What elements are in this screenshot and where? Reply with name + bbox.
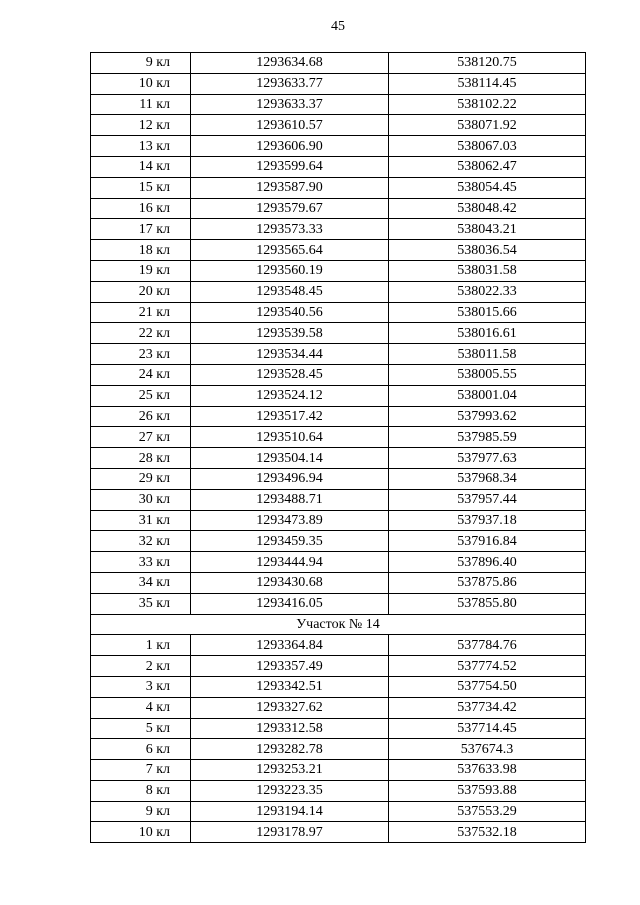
point-label-cell: 9 кл (91, 53, 191, 74)
table-row (91, 780, 586, 801)
y-coordinate-cell: 538114.45 (389, 73, 586, 94)
point-label-cell: 10 кл (91, 73, 191, 94)
point-label-cell: 23 кл (91, 344, 191, 365)
table-row (91, 635, 586, 656)
table-row (91, 697, 586, 718)
y-coordinate-cell: 538048.42 (389, 198, 586, 219)
y-coordinate-cell: 537784.76 (389, 635, 586, 656)
y-coordinate-cell: 537593.88 (389, 780, 586, 801)
x-coordinate-cell: 1293327.62 (191, 697, 389, 718)
table-row (91, 115, 586, 136)
point-label-cell: 34 кл (91, 572, 191, 593)
y-coordinate-cell: 538054.45 (389, 177, 586, 198)
x-coordinate-cell: 1293540.56 (191, 302, 389, 323)
point-label-cell: 15 кл (91, 177, 191, 198)
table-row (91, 94, 586, 115)
table-row (91, 448, 586, 469)
point-label-cell: 8 кл (91, 780, 191, 801)
y-coordinate-cell: 538036.54 (389, 240, 586, 261)
table-row (91, 468, 586, 489)
table-row (91, 718, 586, 739)
x-coordinate-cell: 1293357.49 (191, 656, 389, 677)
table-row (91, 344, 586, 365)
x-coordinate-cell: 1293459.35 (191, 531, 389, 552)
x-coordinate-cell: 1293342.51 (191, 676, 389, 697)
y-coordinate-cell: 538011.58 (389, 344, 586, 365)
point-label-cell: 18 кл (91, 240, 191, 261)
y-coordinate-cell: 538071.92 (389, 115, 586, 136)
x-coordinate-cell: 1293253.21 (191, 760, 389, 781)
table-row (91, 760, 586, 781)
point-label-cell: 26 кл (91, 406, 191, 427)
point-label-cell: 29 кл (91, 468, 191, 489)
point-label-cell: 35 кл (91, 593, 191, 614)
page-number: 45 (331, 19, 345, 34)
table-row (91, 136, 586, 157)
point-label-cell: 7 кл (91, 760, 191, 781)
point-label-cell: 33 кл (91, 552, 191, 573)
table-row (91, 177, 586, 198)
y-coordinate-cell: 538120.75 (389, 53, 586, 74)
point-label-cell: 20 кл (91, 281, 191, 302)
x-coordinate-cell: 1293534.44 (191, 344, 389, 365)
point-label-cell: 4 кл (91, 697, 191, 718)
point-label-cell: 22 кл (91, 323, 191, 344)
y-coordinate-cell: 537977.63 (389, 448, 586, 469)
y-coordinate-cell: 537774.52 (389, 656, 586, 677)
point-label-cell: 28 кл (91, 448, 191, 469)
table-row (91, 572, 586, 593)
y-coordinate-cell: 537714.45 (389, 718, 586, 739)
x-coordinate-cell: 1293633.37 (191, 94, 389, 115)
y-coordinate-cell: 538067.03 (389, 136, 586, 157)
y-coordinate-cell: 538022.33 (389, 281, 586, 302)
y-coordinate-cell: 537993.62 (389, 406, 586, 427)
table-row (91, 510, 586, 531)
table-row (91, 385, 586, 406)
x-coordinate-cell: 1293565.64 (191, 240, 389, 261)
table-row (91, 53, 586, 74)
y-coordinate-cell: 537968.34 (389, 468, 586, 489)
table-row (91, 323, 586, 344)
x-coordinate-cell: 1293587.90 (191, 177, 389, 198)
x-coordinate-cell: 1293504.14 (191, 448, 389, 469)
x-coordinate-cell: 1293633.77 (191, 73, 389, 94)
table-row (91, 302, 586, 323)
point-label-cell: 16 кл (91, 198, 191, 219)
x-coordinate-cell: 1293178.97 (191, 822, 389, 843)
x-coordinate-cell: 1293364.84 (191, 635, 389, 656)
point-label-cell: 11 кл (91, 94, 191, 115)
x-coordinate-cell: 1293548.45 (191, 281, 389, 302)
table-row (91, 281, 586, 302)
table-row (91, 531, 586, 552)
y-coordinate-cell: 538016.61 (389, 323, 586, 344)
point-label-cell: 17 кл (91, 219, 191, 240)
y-coordinate-cell: 538102.22 (389, 94, 586, 115)
y-coordinate-cell: 537553.29 (389, 801, 586, 822)
x-coordinate-cell: 1293634.68 (191, 53, 389, 74)
y-coordinate-cell: 538005.55 (389, 364, 586, 385)
x-coordinate-cell: 1293444.94 (191, 552, 389, 573)
x-coordinate-cell: 1293473.89 (191, 510, 389, 531)
x-coordinate-cell: 1293528.45 (191, 364, 389, 385)
y-coordinate-cell: 538031.58 (389, 260, 586, 281)
y-coordinate-cell: 537957.44 (389, 489, 586, 510)
y-coordinate-cell: 537674.3 (389, 739, 586, 760)
point-label-cell: 2 кл (91, 656, 191, 677)
table-row (91, 364, 586, 385)
table-row (91, 676, 586, 697)
coordinates-table (90, 52, 586, 843)
y-coordinate-cell: 537532.18 (389, 822, 586, 843)
y-coordinate-cell: 538001.04 (389, 385, 586, 406)
table-row (91, 822, 586, 843)
point-label-cell: 25 кл (91, 385, 191, 406)
y-coordinate-cell: 537985.59 (389, 427, 586, 448)
x-coordinate-cell: 1293610.57 (191, 115, 389, 136)
point-label-cell: 10 кл (91, 822, 191, 843)
table-row (91, 427, 586, 448)
coordinates-table-body (91, 53, 586, 843)
point-label-cell: 3 кл (91, 676, 191, 697)
point-label-cell: 21 кл (91, 302, 191, 323)
x-coordinate-cell: 1293560.19 (191, 260, 389, 281)
table-row (91, 801, 586, 822)
y-coordinate-cell: 537916.84 (389, 531, 586, 552)
x-coordinate-cell: 1293539.58 (191, 323, 389, 344)
table-row (91, 240, 586, 261)
section-header-row (91, 614, 586, 635)
table-row (91, 219, 586, 240)
table-row (91, 489, 586, 510)
point-label-cell: 6 кл (91, 739, 191, 760)
x-coordinate-cell: 1293573.33 (191, 219, 389, 240)
point-label-cell: 30 кл (91, 489, 191, 510)
table-row (91, 260, 586, 281)
x-coordinate-cell: 1293430.68 (191, 572, 389, 593)
y-coordinate-cell: 537896.40 (389, 552, 586, 573)
x-coordinate-cell: 1293282.78 (191, 739, 389, 760)
table-row (91, 406, 586, 427)
point-label-cell: 14 кл (91, 156, 191, 177)
x-coordinate-cell: 1293496.94 (191, 468, 389, 489)
point-label-cell: 19 кл (91, 260, 191, 281)
point-label-cell: 5 кл (91, 718, 191, 739)
x-coordinate-cell: 1293517.42 (191, 406, 389, 427)
x-coordinate-cell: 1293606.90 (191, 136, 389, 157)
table-row (91, 552, 586, 573)
point-label-cell: 13 кл (91, 136, 191, 157)
y-coordinate-cell: 537734.42 (389, 697, 586, 718)
x-coordinate-cell: 1293488.71 (191, 489, 389, 510)
y-coordinate-cell: 538043.21 (389, 219, 586, 240)
y-coordinate-cell: 537633.98 (389, 760, 586, 781)
table-row (91, 198, 586, 219)
point-label-cell: 1 кл (91, 635, 191, 656)
x-coordinate-cell: 1293312.58 (191, 718, 389, 739)
x-coordinate-cell: 1293194.14 (191, 801, 389, 822)
y-coordinate-cell: 538062.47 (389, 156, 586, 177)
point-label-cell: 32 кл (91, 531, 191, 552)
table-row (91, 73, 586, 94)
table-row (91, 593, 586, 614)
x-coordinate-cell: 1293599.64 (191, 156, 389, 177)
point-label-cell: 9 кл (91, 801, 191, 822)
y-coordinate-cell: 537754.50 (389, 676, 586, 697)
table-row (91, 656, 586, 677)
x-coordinate-cell: 1293524.12 (191, 385, 389, 406)
point-label-cell: 24 кл (91, 364, 191, 385)
table-row (91, 156, 586, 177)
table-row (91, 739, 586, 760)
y-coordinate-cell: 537855.80 (389, 593, 586, 614)
x-coordinate-cell: 1293510.64 (191, 427, 389, 448)
y-coordinate-cell: 537875.86 (389, 572, 586, 593)
point-label-cell: 27 кл (91, 427, 191, 448)
x-coordinate-cell: 1293416.05 (191, 593, 389, 614)
x-coordinate-cell: 1293223.35 (191, 780, 389, 801)
y-coordinate-cell: 538015.66 (389, 302, 586, 323)
point-label-cell: 12 кл (91, 115, 191, 136)
section-title: Участок № 14 (91, 614, 586, 635)
y-coordinate-cell: 537937.18 (389, 510, 586, 531)
point-label-cell: 31 кл (91, 510, 191, 531)
x-coordinate-cell: 1293579.67 (191, 198, 389, 219)
